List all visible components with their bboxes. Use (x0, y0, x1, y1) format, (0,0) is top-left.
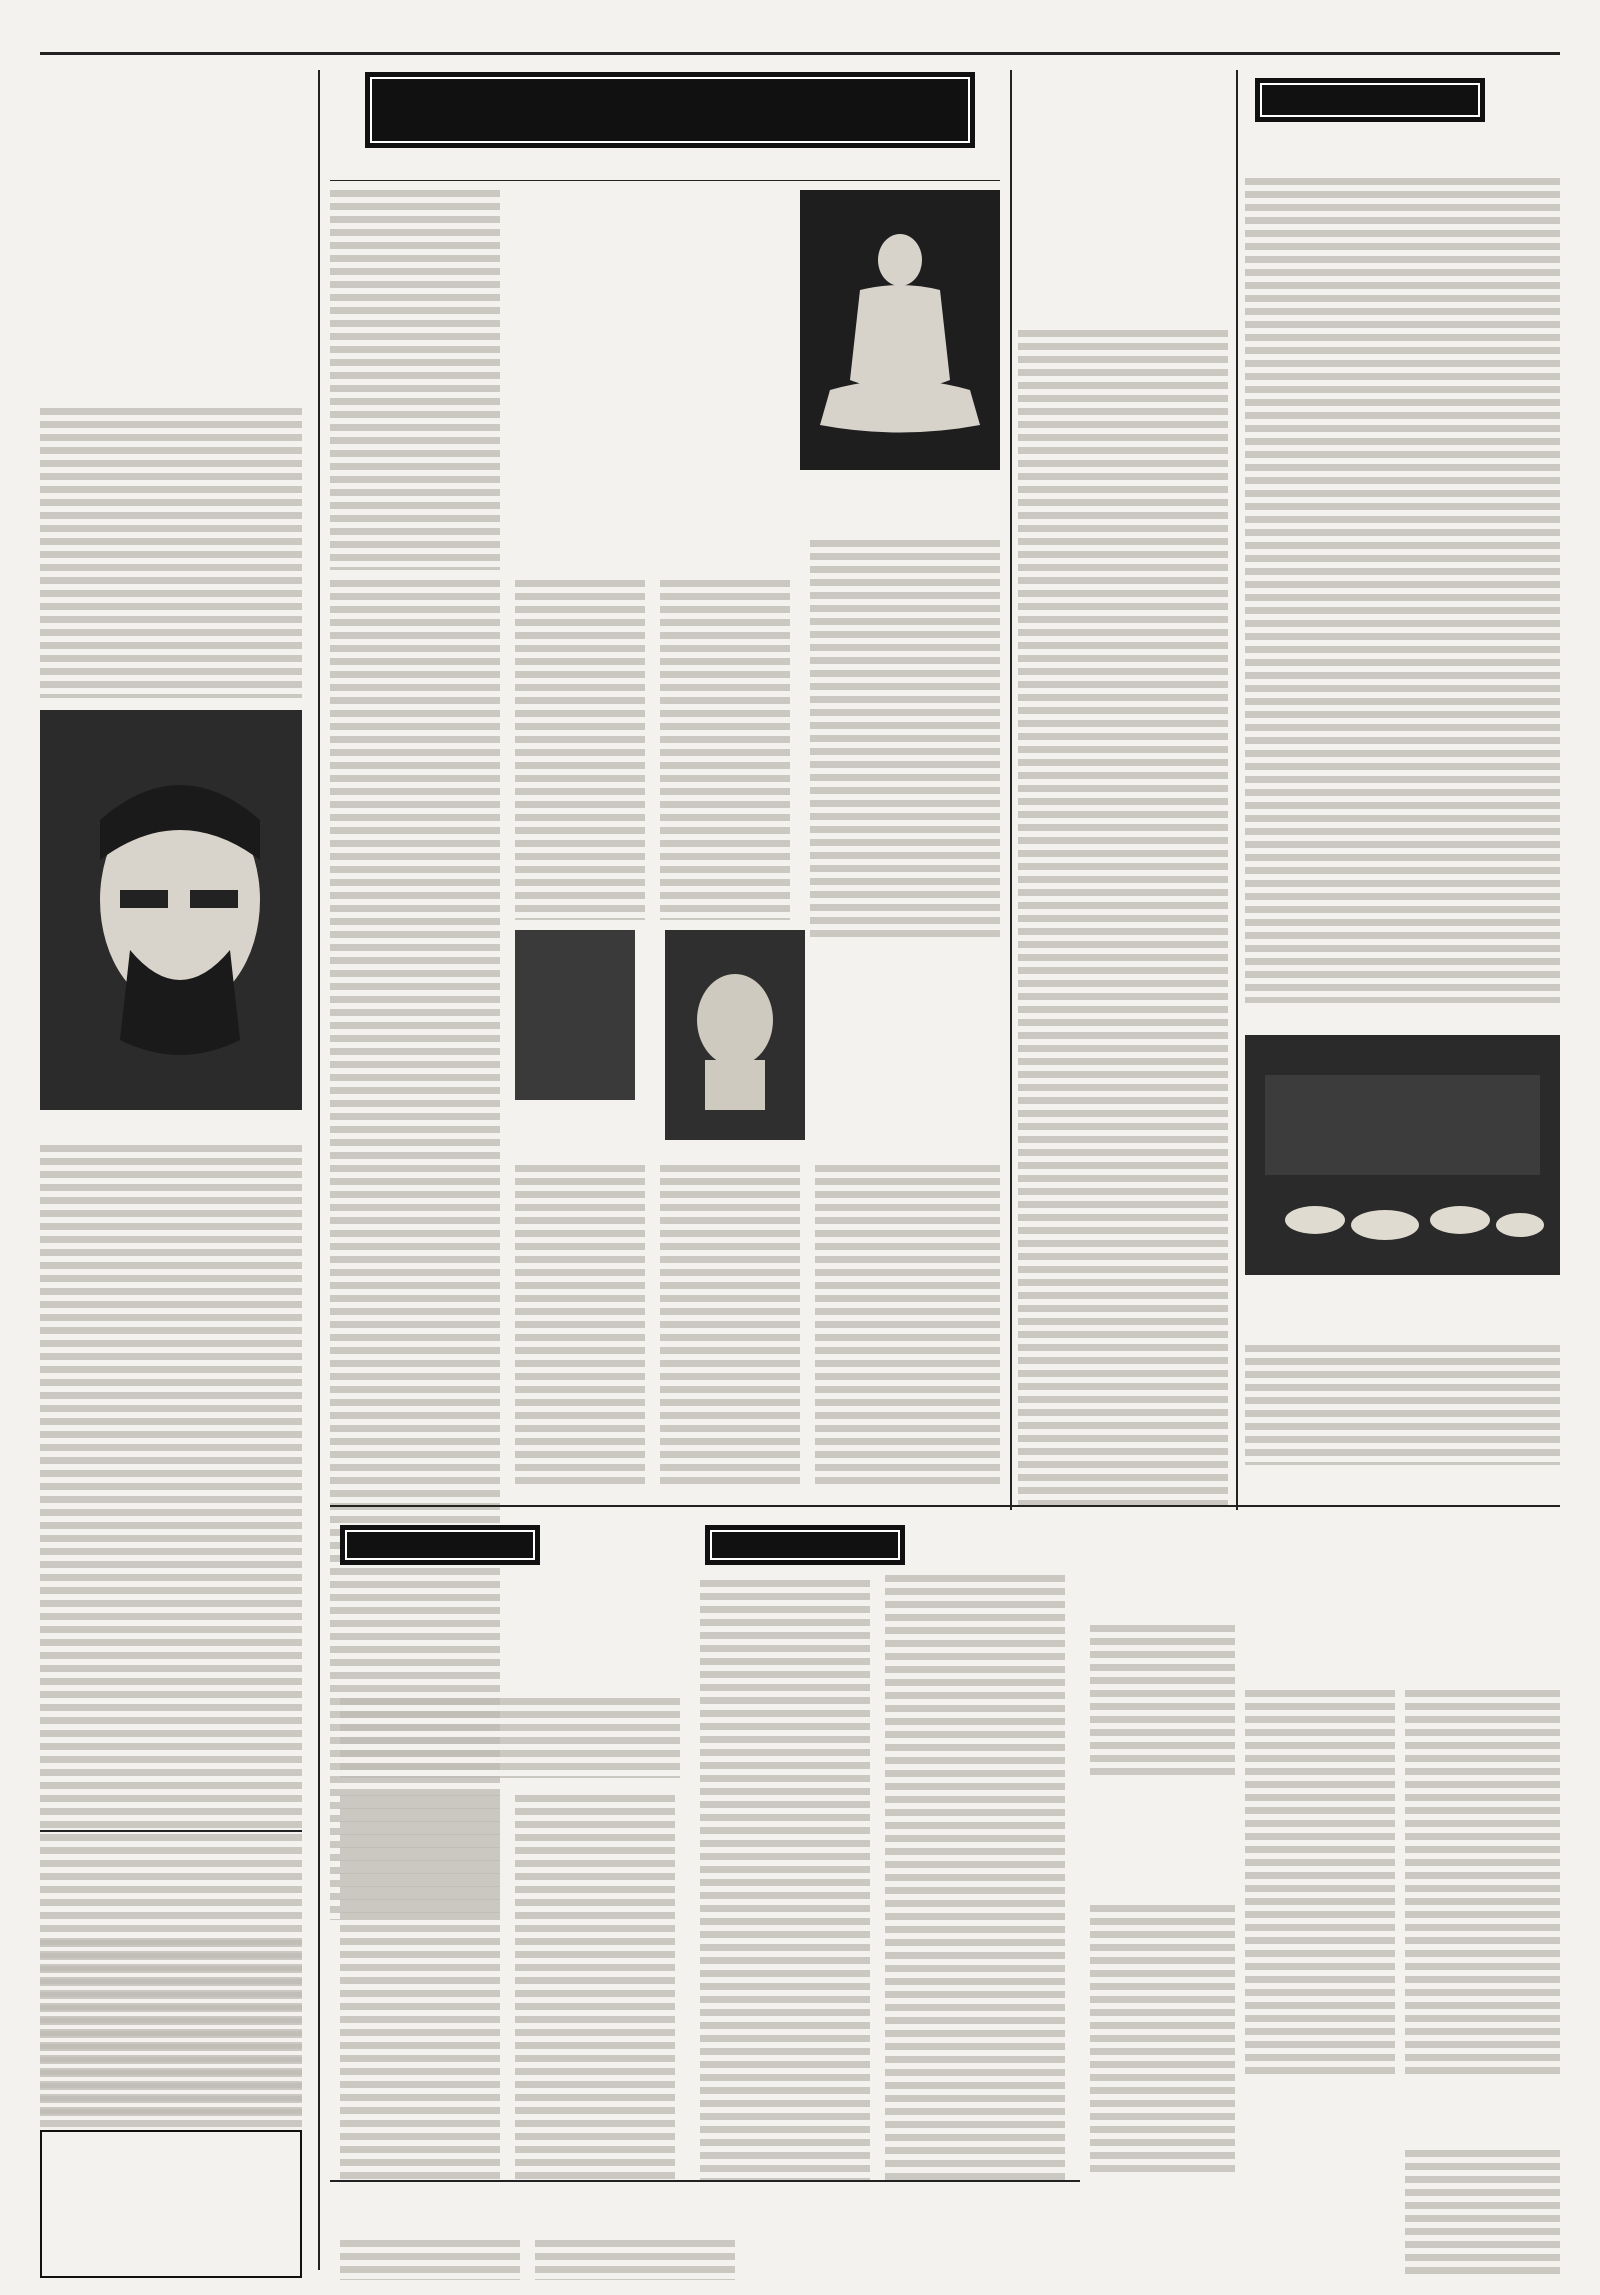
current-affairs-col-2 (885, 1575, 1065, 2185)
center-col-2 (515, 580, 645, 920)
tambouri-ad (40, 2130, 302, 2278)
portrait-illustration (40, 710, 302, 1110)
ballet-photo (1245, 1035, 1560, 1275)
center-lower-3 (815, 1165, 1000, 1485)
thessaloniki-banner (340, 1525, 540, 1565)
center-col-3 (660, 580, 790, 920)
current-affairs-col-1 (700, 1580, 870, 2180)
left-box-text (40, 1940, 302, 2120)
current-affairs-banner (705, 1525, 905, 1565)
anniversary-col-3 (1405, 1690, 1560, 2080)
thessaloniki-col-2 (515, 1795, 675, 2185)
portrait-photo (40, 710, 302, 1110)
mid-page-rule (330, 1505, 1560, 1507)
center-subtitle-rule (330, 180, 1000, 181)
right-banner (1255, 78, 1485, 122)
anniversary-col-1 (1090, 1625, 1235, 1775)
anniversary-col-2 (1245, 1690, 1395, 2080)
center-intro-text (330, 190, 500, 570)
thessaloniki-col-1 (340, 1795, 500, 2185)
bottom-col-1 (340, 2240, 520, 2280)
left-intro-text (40, 408, 302, 698)
column-rule-center (1010, 70, 1012, 1510)
column-rule-right (1236, 70, 1238, 1510)
ballet-illustration (1245, 1035, 1560, 1275)
meditation-artwork (800, 190, 1000, 470)
center-banner (365, 72, 975, 148)
artwork-photo-left (515, 930, 635, 1100)
obituary-text (1405, 2150, 1560, 2275)
center-col-4 (810, 540, 1000, 940)
column-rule-left (318, 70, 320, 2270)
record-text (1090, 1905, 1235, 2175)
thessaloniki-text (340, 1698, 680, 1778)
right-article-text (1245, 178, 1560, 1003)
bottom-col-2 (535, 2240, 735, 2280)
center-lower-2 (660, 1165, 800, 1485)
artwork-photo-right (665, 930, 805, 1140)
center-lower-1 (515, 1165, 645, 1485)
bottom-feature-rule (330, 2180, 1080, 2182)
left-divider (40, 1830, 302, 1832)
masthead-rule (40, 52, 1560, 55)
ballet-text (1245, 1345, 1560, 1465)
meditation-illustration (800, 190, 1000, 470)
minister-text (1018, 330, 1228, 1510)
head-artwork (665, 930, 805, 1140)
